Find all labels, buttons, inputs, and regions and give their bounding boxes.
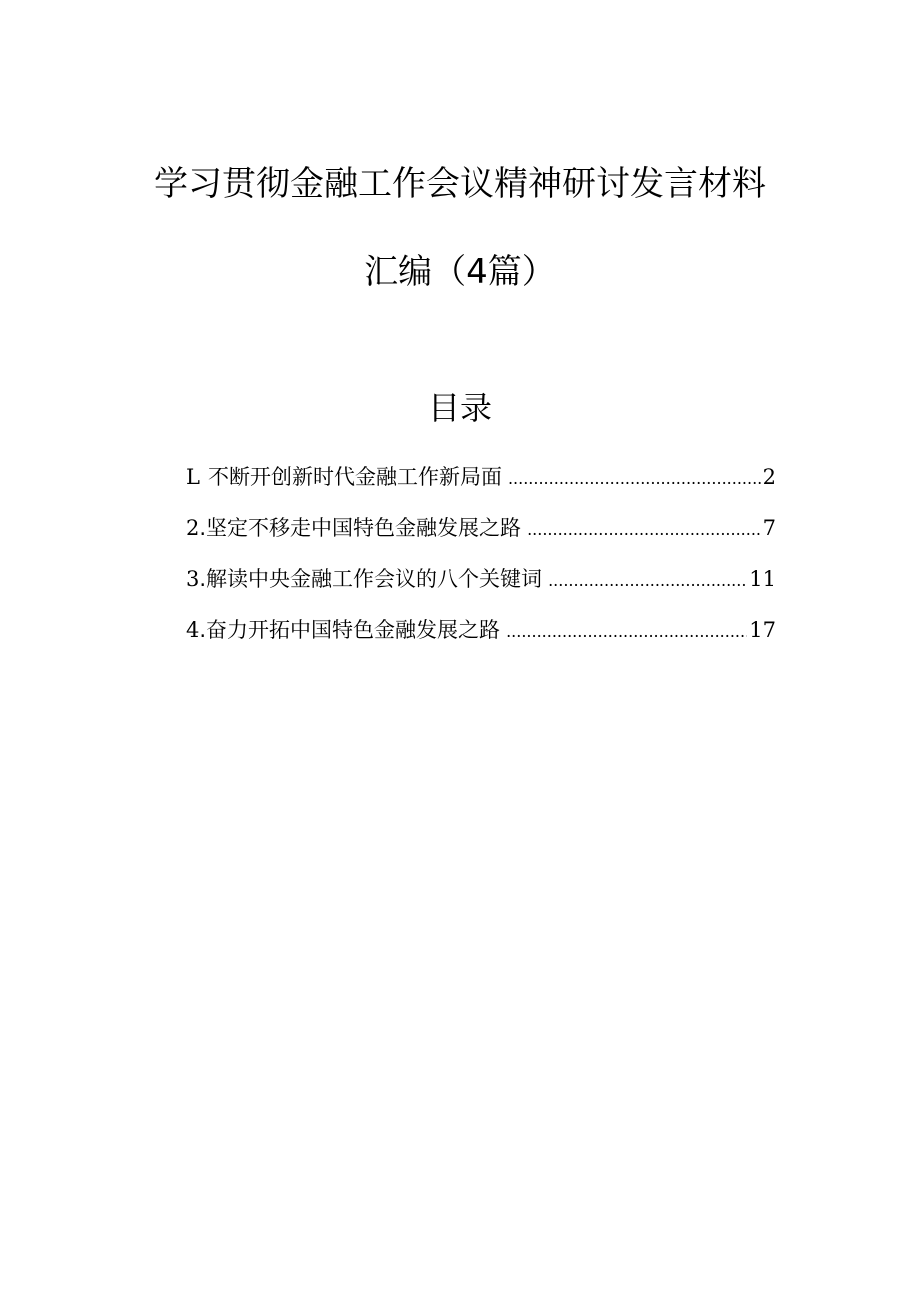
toc-heading: 目录	[427, 389, 492, 427]
document-title-line-1: 学习贯彻金融工作会议精神研讨发言材料	[154, 164, 766, 204]
toc-entry-2[interactable]	[186, 513, 776, 564]
toc-dot-leader	[548, 566, 747, 596]
toc-entry-page: 7	[762, 516, 776, 540]
toc-dot-leader	[506, 617, 747, 647]
toc-entry-number: L	[186, 465, 200, 489]
document-title-line-2: 汇编（4篇）	[364, 252, 556, 292]
toc-entry-1[interactable]	[186, 462, 776, 513]
toc-entry-title: .奋力开拓中国特色金融发展之路	[199, 618, 501, 642]
toc-entry-title: .坚定不移走中国特色金融发展之路	[199, 516, 522, 540]
table-of-contents	[186, 462, 776, 666]
toc-entry-number: 2	[186, 516, 200, 540]
toc-dot-leader	[508, 464, 761, 494]
toc-entry-4[interactable]	[186, 615, 776, 666]
toc-entry-3[interactable]	[186, 564, 776, 615]
toc-entry-title: 不断开创新时代金融工作新局面	[207, 465, 502, 489]
toc-entry-page: 17	[749, 618, 776, 642]
toc-entry-page: 2	[762, 465, 776, 489]
toc-entry-number: 4	[186, 618, 200, 642]
toc-entry-title: .解读中央金融工作会议的八个关键词	[199, 567, 543, 591]
toc-dot-leader	[527, 515, 761, 545]
toc-entry-number: 3	[186, 567, 200, 591]
toc-entry-page: 11	[749, 567, 776, 591]
